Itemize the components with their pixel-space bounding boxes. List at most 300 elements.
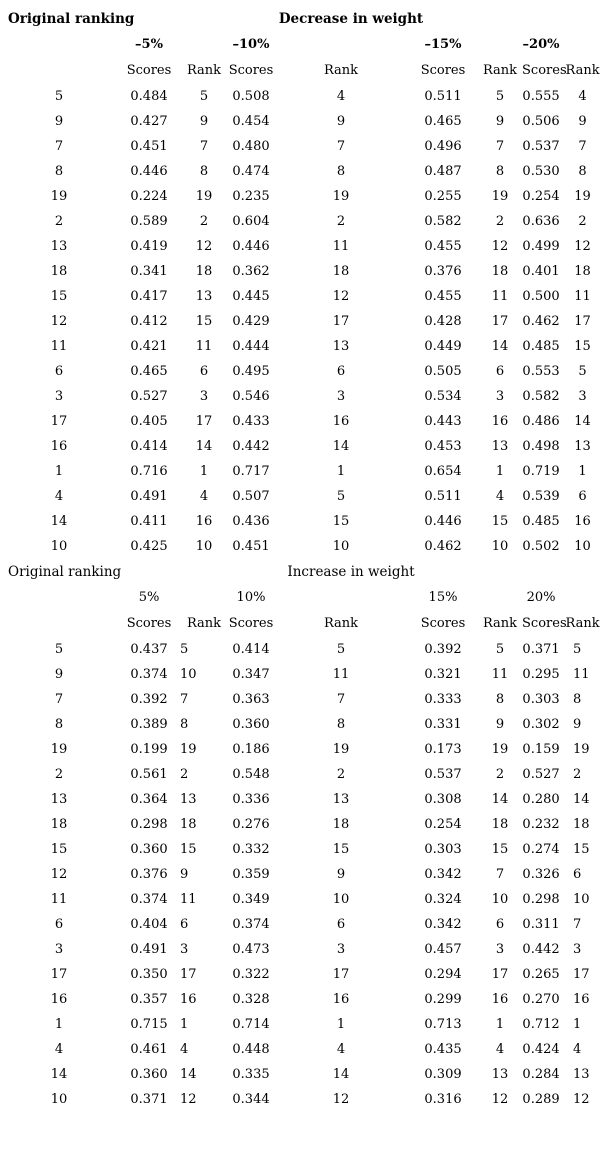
table-row (0, 662, 605, 687)
caption-row (0, 6, 605, 32)
table-row (0, 109, 605, 134)
cell-rank: 5 (336, 489, 346, 504)
cell-score: 0.461 (130, 1042, 168, 1057)
cell-original-rank: 19 (50, 189, 68, 204)
cell-rank: 14 (332, 439, 350, 454)
cell-rank: 18 (573, 817, 590, 832)
table-row (0, 359, 605, 384)
cell-rank: 4 (495, 489, 505, 504)
cell-rank: 6 (495, 917, 505, 932)
cell-score: 0.474 (232, 164, 270, 179)
table-row (0, 284, 605, 309)
cell-score: 0.341 (130, 264, 168, 279)
cell-rank: 17 (573, 967, 590, 982)
table-row (0, 1012, 605, 1037)
cell-rank: 5 (573, 642, 582, 657)
cell-score: 0.298 (130, 817, 168, 832)
cell-score: 0.374 (130, 892, 168, 907)
table-row (0, 309, 605, 334)
page (0, 6, 605, 1165)
cell-score: 0.374 (130, 667, 168, 682)
cell-score: 0.295 (522, 667, 560, 682)
cell-score: 0.328 (232, 992, 270, 1007)
table-row (0, 159, 605, 184)
cell-original-rank: 11 (50, 339, 68, 354)
cell-score: 0.495 (232, 364, 270, 379)
table-row (0, 1037, 605, 1062)
cell-score: 0.331 (424, 717, 462, 732)
cell-score: 0.437 (130, 642, 168, 657)
cell-rank: 10 (332, 892, 350, 907)
cell-score: 0.357 (130, 992, 168, 1007)
cell-rank: 5 (495, 642, 505, 657)
cell-rank: 9 (199, 114, 209, 129)
cell-original-rank: 4 (54, 1042, 64, 1057)
cell-score: 0.336 (232, 792, 270, 807)
cell-rank: 11 (573, 667, 590, 682)
cell-rank: 8 (336, 164, 346, 179)
subheader-row (0, 610, 605, 637)
cell-score: 0.235 (232, 189, 270, 204)
cell-rank: 13 (332, 792, 350, 807)
percent-header: 20% (526, 590, 556, 605)
cell-score: 0.485 (522, 514, 560, 529)
cell-score: 0.435 (424, 1042, 462, 1057)
cell-rank: 1 (495, 464, 505, 479)
cell-score: 0.347 (232, 667, 270, 682)
cell-score: 0.376 (130, 867, 168, 882)
table-row (0, 334, 605, 359)
cell-rank: 16 (195, 514, 213, 529)
percent-header: –5% (135, 37, 163, 52)
scores-header: Scores (522, 616, 567, 631)
cell-score: 0.427 (130, 114, 168, 129)
cell-score: 0.294 (424, 967, 462, 982)
cell-original-rank: 13 (50, 239, 68, 254)
cell-rank: 8 (495, 164, 505, 179)
cell-score: 0.324 (424, 892, 462, 907)
rank-header: Rank (323, 616, 359, 631)
cell-rank: 11 (574, 289, 591, 304)
cell-score: 0.451 (130, 139, 168, 154)
cell-score: 0.276 (232, 817, 270, 832)
percent-row (0, 585, 605, 610)
scores-header: Scores (228, 616, 274, 631)
cell-rank: 3 (495, 942, 505, 957)
table-row (0, 787, 605, 812)
cell-score: 0.362 (232, 264, 270, 279)
table-row (0, 637, 605, 662)
empty-cell (0, 57, 118, 84)
percent-header: 5% (138, 590, 160, 605)
cell-rank: 13 (574, 439, 591, 454)
cell-rank: 17 (491, 967, 509, 982)
cell-rank: 14 (180, 1067, 197, 1082)
table-row (0, 184, 605, 209)
empty-cell (522, 559, 605, 585)
cell-score: 0.412 (130, 314, 168, 329)
cell-score: 0.342 (424, 917, 462, 932)
cell-score: 0.508 (232, 89, 270, 104)
cell-rank: 9 (578, 114, 587, 129)
cell-rank: 9 (495, 114, 505, 129)
cell-original-rank: 3 (54, 942, 64, 957)
cell-rank: 17 (332, 967, 350, 982)
rank-header: Rank (482, 616, 518, 631)
cell-score: 0.539 (522, 489, 560, 504)
cell-score: 0.715 (130, 1017, 168, 1032)
cell-score: 0.534 (424, 389, 462, 404)
cell-score: 0.485 (522, 339, 560, 354)
cell-rank: 7 (199, 139, 209, 154)
cell-original-rank: 8 (54, 164, 64, 179)
cell-rank: 11 (195, 339, 213, 354)
cell-score: 0.582 (424, 214, 462, 229)
cell-original-rank: 4 (54, 489, 64, 504)
cell-score: 0.446 (232, 239, 270, 254)
cell-rank: 14 (491, 792, 509, 807)
cell-score: 0.289 (522, 1092, 560, 1107)
cell-rank: 16 (332, 992, 350, 1007)
cell-rank: 2 (199, 214, 209, 229)
cell-rank: 10 (180, 667, 197, 682)
cell-original-rank: 12 (50, 314, 68, 329)
cell-rank: 16 (332, 414, 350, 429)
empty-cell (560, 585, 605, 610)
table-row (0, 434, 605, 459)
cell-rank: 16 (491, 414, 509, 429)
cell-score: 0.537 (424, 767, 462, 782)
cell-rank: 7 (336, 139, 346, 154)
cell-score: 0.448 (232, 1042, 270, 1057)
cell-rank: 10 (491, 892, 509, 907)
percent-header: –10% (232, 37, 270, 52)
cell-rank: 9 (180, 867, 189, 882)
cell-score: 0.363 (232, 692, 270, 707)
cell-score: 0.199 (130, 742, 168, 757)
table-row (0, 534, 605, 559)
cell-rank: 5 (495, 89, 505, 104)
cell-score: 0.443 (424, 414, 462, 429)
empty-cell (274, 32, 408, 57)
cell-score: 0.505 (424, 364, 462, 379)
cell-rank: 1 (573, 1017, 582, 1032)
group-header-decrease: Decrease in weight (278, 11, 424, 27)
empty-cell (478, 32, 522, 57)
empty-cell (0, 610, 118, 637)
cell-rank: 15 (195, 314, 213, 329)
cell-rank: 4 (336, 89, 346, 104)
table-row (0, 812, 605, 837)
table-row (0, 134, 605, 159)
cell-score: 0.442 (232, 439, 270, 454)
cell-rank: 1 (578, 464, 587, 479)
cell-rank: 11 (332, 239, 350, 254)
cell-score: 0.311 (522, 917, 560, 932)
cell-score: 0.462 (522, 314, 560, 329)
cell-score: 0.274 (522, 842, 560, 857)
table-row (0, 1087, 605, 1112)
cell-rank: 1 (199, 464, 209, 479)
cell-score: 0.654 (424, 464, 462, 479)
cell-rank: 14 (491, 339, 509, 354)
cell-rank: 5 (578, 364, 587, 379)
cell-score: 0.411 (130, 514, 168, 529)
cell-rank: 1 (495, 1017, 505, 1032)
cell-original-rank: 7 (54, 139, 64, 154)
cell-rank: 18 (491, 264, 509, 279)
cell-score: 0.498 (522, 439, 560, 454)
cell-rank: 7 (495, 867, 505, 882)
cell-score: 0.371 (130, 1092, 168, 1107)
cell-score: 0.582 (522, 389, 560, 404)
rank-header: Rank (482, 63, 518, 78)
cell-score: 0.428 (424, 314, 462, 329)
cell-rank: 9 (336, 114, 346, 129)
cell-rank: 6 (578, 489, 587, 504)
table-row (0, 409, 605, 434)
cell-rank: 4 (573, 1042, 582, 1057)
table-row (0, 84, 605, 109)
cell-score: 0.636 (522, 214, 560, 229)
empty-cell (478, 585, 522, 610)
cell-score: 0.527 (130, 389, 168, 404)
cell-score: 0.429 (232, 314, 270, 329)
cell-rank: 16 (491, 992, 509, 1007)
cell-score: 0.451 (232, 539, 270, 554)
cell-rank: 12 (180, 1092, 197, 1107)
cell-score: 0.303 (424, 842, 462, 857)
cell-rank: 13 (491, 1067, 509, 1082)
cell-original-rank: 1 (54, 1017, 64, 1032)
rank-header: Rank (565, 63, 600, 78)
cell-score: 0.254 (522, 189, 560, 204)
cell-score: 0.392 (424, 642, 462, 657)
cell-score: 0.344 (232, 1092, 270, 1107)
subheader-row (0, 57, 605, 84)
cell-rank: 14 (574, 414, 591, 429)
scores-header: Scores (420, 616, 466, 631)
cell-rank: 13 (180, 792, 197, 807)
cell-score: 0.374 (232, 917, 270, 932)
cell-score: 0.224 (130, 189, 168, 204)
cell-rank: 2 (336, 214, 346, 229)
cell-rank: 15 (332, 842, 350, 857)
cell-score: 0.473 (232, 942, 270, 957)
cell-original-rank: 18 (50, 264, 68, 279)
cell-score: 0.270 (522, 992, 560, 1007)
cell-rank: 6 (495, 364, 505, 379)
cell-rank: 16 (573, 992, 590, 1007)
cell-score: 0.455 (424, 289, 462, 304)
cell-original-rank: 14 (50, 514, 68, 529)
cell-score: 0.232 (522, 817, 560, 832)
cell-score: 0.159 (522, 742, 560, 757)
cell-score: 0.442 (522, 942, 560, 957)
cell-score: 0.530 (522, 164, 560, 179)
cell-score: 0.303 (522, 692, 560, 707)
cell-score: 0.299 (424, 992, 462, 1007)
cell-original-rank: 17 (50, 414, 68, 429)
cell-score: 0.359 (232, 867, 270, 882)
cell-score: 0.496 (424, 139, 462, 154)
cell-rank: 7 (180, 692, 189, 707)
cell-score: 0.453 (424, 439, 462, 454)
empty-cell (560, 32, 605, 57)
cell-rank: 2 (573, 767, 582, 782)
cell-score: 0.421 (130, 339, 168, 354)
cell-rank: 17 (180, 967, 197, 982)
sensitivity-table-increase (0, 559, 605, 1112)
cell-rank: 8 (336, 717, 346, 732)
decrease-table-body (0, 84, 605, 559)
cell-rank: 9 (495, 717, 505, 732)
cell-original-rank: 3 (54, 389, 64, 404)
cell-original-rank: 1 (54, 464, 64, 479)
cell-score: 0.389 (130, 717, 168, 732)
cell-rank: 6 (573, 867, 582, 882)
rank-header: Rank (186, 616, 222, 631)
cell-rank: 12 (195, 239, 213, 254)
cell-rank: 3 (199, 389, 209, 404)
cell-score: 0.342 (424, 867, 462, 882)
sensitivity-table-decrease (0, 6, 605, 559)
cell-score: 0.309 (424, 1067, 462, 1082)
cell-score: 0.712 (522, 1017, 560, 1032)
percent-row (0, 32, 605, 57)
cell-rank: 18 (332, 264, 350, 279)
table-row (0, 687, 605, 712)
cell-score: 0.713 (424, 1017, 462, 1032)
cell-original-rank: 9 (54, 114, 64, 129)
cell-rank: 12 (491, 1092, 509, 1107)
cell-rank: 16 (180, 992, 197, 1007)
cell-rank: 11 (332, 667, 350, 682)
cell-rank: 16 (574, 514, 591, 529)
empty-cell (0, 32, 118, 57)
percent-header: 15% (428, 590, 458, 605)
cell-score: 0.349 (232, 892, 270, 907)
cell-score: 0.491 (130, 942, 168, 957)
cell-score: 0.316 (424, 1092, 462, 1107)
cell-rank: 5 (336, 642, 346, 657)
table-row (0, 484, 605, 509)
cell-score: 0.486 (522, 414, 560, 429)
rank-header: Rank (186, 63, 222, 78)
empty-cell (522, 6, 605, 32)
cell-score: 0.360 (232, 717, 270, 732)
cell-original-rank: 19 (50, 742, 68, 757)
cell-rank: 1 (336, 1017, 346, 1032)
cell-original-rank: 15 (50, 842, 68, 857)
table-row (0, 209, 605, 234)
cell-score: 0.265 (522, 967, 560, 982)
cell-original-rank: 10 (50, 539, 68, 554)
cell-score: 0.480 (232, 139, 270, 154)
cell-rank: 4 (180, 1042, 189, 1057)
table-row (0, 962, 605, 987)
cell-rank: 10 (573, 892, 590, 907)
cell-original-rank: 2 (54, 214, 64, 229)
cell-score: 0.445 (232, 289, 270, 304)
table-row (0, 737, 605, 762)
cell-rank: 13 (332, 339, 350, 354)
cell-score: 0.465 (424, 114, 462, 129)
cell-score: 0.255 (424, 189, 462, 204)
cell-original-rank: 6 (54, 917, 64, 932)
table-row (0, 937, 605, 962)
original-ranking-label: Original ranking (8, 564, 122, 580)
table-row (0, 234, 605, 259)
cell-rank: 19 (491, 189, 509, 204)
empty-cell (180, 32, 228, 57)
cell-score: 0.465 (130, 364, 168, 379)
cell-rank: 15 (180, 842, 197, 857)
cell-rank: 12 (332, 1092, 350, 1107)
cell-rank: 6 (336, 917, 346, 932)
cell-original-rank: 10 (50, 1092, 68, 1107)
cell-rank: 4 (495, 1042, 505, 1057)
cell-rank: 9 (336, 867, 346, 882)
cell-score: 0.537 (522, 139, 560, 154)
cell-score: 0.487 (424, 164, 462, 179)
cell-score: 0.308 (424, 792, 462, 807)
cell-rank: 18 (332, 817, 350, 832)
cell-score: 0.589 (130, 214, 168, 229)
cell-score: 0.280 (522, 792, 560, 807)
cell-score: 0.424 (522, 1042, 560, 1057)
group-header-increase: Increase in weight (287, 564, 415, 580)
cell-rank: 13 (573, 1067, 590, 1082)
cell-score: 0.511 (424, 89, 462, 104)
cell-score: 0.561 (130, 767, 168, 782)
cell-original-rank: 16 (50, 992, 68, 1007)
cell-rank: 19 (491, 742, 509, 757)
cell-score: 0.507 (232, 489, 270, 504)
table-row (0, 912, 605, 937)
cell-score: 0.717 (232, 464, 270, 479)
cell-score: 0.425 (130, 539, 168, 554)
cell-score: 0.716 (130, 464, 168, 479)
cell-score: 0.446 (130, 164, 168, 179)
cell-rank: 17 (332, 314, 350, 329)
cell-rank: 15 (574, 339, 591, 354)
cell-score: 0.449 (424, 339, 462, 354)
cell-rank: 3 (578, 389, 587, 404)
cell-score: 0.321 (424, 667, 462, 682)
cell-rank: 18 (195, 264, 213, 279)
percent-header: –15% (424, 37, 462, 52)
cell-score: 0.454 (232, 114, 270, 129)
cell-rank: 15 (332, 514, 350, 529)
cell-score: 0.298 (522, 892, 560, 907)
cell-rank: 9 (573, 717, 582, 732)
cell-rank: 15 (491, 514, 509, 529)
cell-score: 0.302 (522, 717, 560, 732)
rank-header: Rank (565, 616, 600, 631)
table-row (0, 384, 605, 409)
cell-rank: 11 (491, 289, 509, 304)
cell-rank: 12 (491, 239, 509, 254)
cell-score: 0.499 (522, 239, 560, 254)
cell-rank: 17 (491, 314, 509, 329)
table-row (0, 987, 605, 1012)
cell-original-rank: 15 (50, 289, 68, 304)
cell-rank: 4 (578, 89, 587, 104)
percent-header: 10% (236, 590, 266, 605)
cell-original-rank: 8 (54, 717, 64, 732)
cell-rank: 15 (573, 842, 590, 857)
